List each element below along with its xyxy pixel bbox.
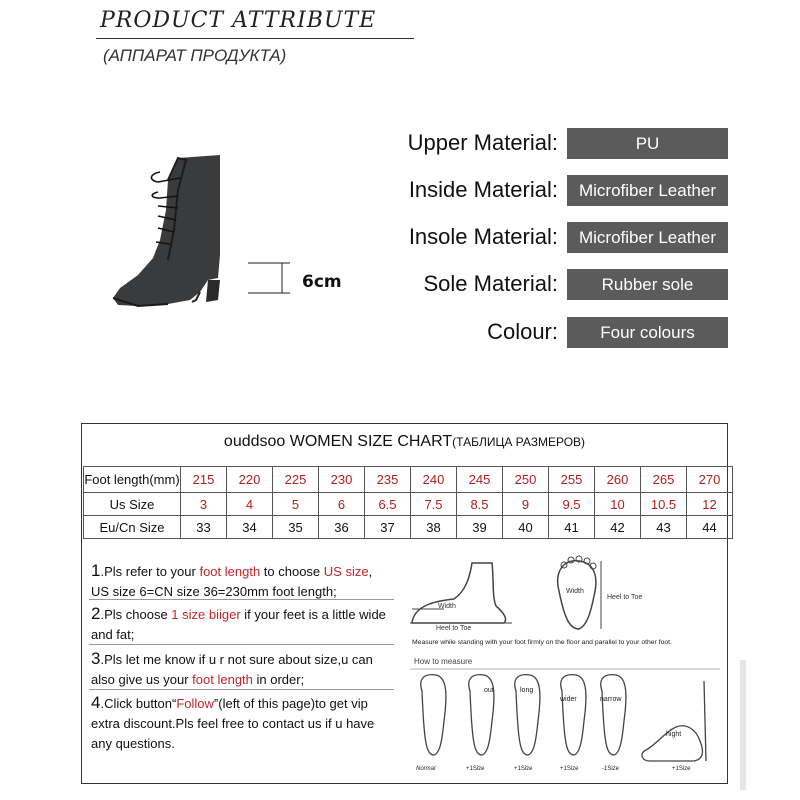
heel-to-toe-label: Heel to Toe (436, 625, 472, 632)
measure-caption: Measure while standing with your foot firmly on the floor and parallel to your other foot. (412, 639, 672, 646)
width-label-2: Width (566, 588, 584, 595)
divider (89, 644, 394, 645)
long-label: long (520, 687, 534, 694)
note-number: 4 (91, 693, 101, 712)
note-number: 2 (91, 604, 101, 623)
row-header: Foot length(mm) (84, 467, 181, 493)
table-cell: 245 (457, 467, 503, 493)
table-row-us-size (84, 493, 733, 516)
foot-caption: +1Size (466, 766, 485, 772)
size-chart-title (81, 433, 728, 451)
attr-value-inside: Microfiber Leather (567, 175, 728, 206)
note-highlight: foot length (199, 564, 261, 579)
title-underline (96, 38, 414, 39)
row-header: Eu/Cn Size (84, 516, 181, 539)
size-chart-title-ru: (ТАБЛИЦА РАЗМЕРОВ) (452, 435, 586, 449)
table-cell: 255 (549, 467, 595, 493)
attr-value-colour: Four colours (567, 317, 728, 348)
attribute-title: PRODUCT ATTRIBUTE (100, 8, 377, 33)
note-text: if your feet is a little wide and fat; (91, 607, 386, 642)
divider (89, 599, 394, 600)
table-cell: 10.5 (641, 493, 687, 516)
heel-height-label: 6cm (302, 272, 342, 292)
table-cell: 38 (411, 516, 457, 539)
out-label: out (484, 687, 494, 694)
heel-to-toe-label-2: Heel to Toe (607, 594, 643, 601)
table-cell: 270 (687, 467, 733, 493)
table-cell: 36 (319, 516, 365, 539)
table-cell: 35 (273, 516, 319, 539)
attribute-subtitle: (АППАРАТ ПРОДУКТА) (103, 46, 287, 65)
table-row-foot-length (84, 467, 733, 493)
side-decoration (740, 660, 746, 790)
foot-caption: +1Size (514, 766, 533, 772)
attr-label-insole: Insole Material: (408, 224, 558, 249)
table-cell: 44 (687, 516, 733, 539)
size-chart-title-main: ouddsoo WOMEN SIZE CHART (223, 433, 453, 450)
foot-caption: -1Size (602, 766, 620, 772)
note-text: .Pls choose (100, 607, 172, 622)
table-cell: 8.5 (457, 493, 503, 516)
table-cell: 4 (227, 493, 273, 516)
foot-caption: Normal (416, 766, 436, 772)
foot-caption: +1Size (672, 766, 691, 772)
table-cell: 3 (181, 493, 227, 516)
wider-label: wider (560, 696, 577, 703)
note-text: , US size 6=CN size 36=230mm foot length; (91, 564, 373, 599)
side-foot-outline (412, 563, 506, 623)
note-highlight: US size (323, 564, 369, 579)
table-cell: 225 (273, 467, 319, 493)
table-cell: 41 (549, 516, 595, 539)
table-row-eu-size (84, 516, 733, 539)
attr-label-inside: Inside Material: (408, 177, 558, 202)
attr-label-upper: Upper Material: (407, 130, 558, 155)
note-text: to choose (260, 564, 324, 579)
table-cell: 250 (503, 467, 549, 493)
how-to-measure-label: How to measure (414, 657, 473, 666)
hight-label: hight (666, 731, 682, 738)
note-highlight: foot length (192, 672, 253, 687)
note-text: .Pls refer to your (100, 564, 200, 579)
foot-normal (421, 675, 446, 755)
table-cell: 37 (365, 516, 411, 539)
attr-value-insole: Microfiber Leather (567, 222, 728, 253)
divider (89, 689, 394, 690)
table-cell: 265 (641, 467, 687, 493)
table-cell: 230 (319, 467, 365, 493)
table-cell: 40 (503, 516, 549, 539)
table-cell: 6.5 (365, 493, 411, 516)
table-cell: 235 (365, 467, 411, 493)
table-cell: 5 (273, 493, 319, 516)
foot-wider (561, 675, 586, 755)
table-cell: 240 (411, 467, 457, 493)
narrow-label: narrow (600, 696, 622, 703)
measurement-guide (404, 551, 724, 781)
table-cell: 7.5 (411, 493, 457, 516)
note-highlight: 1 size biiger (171, 607, 241, 622)
foot-caption: +1Size (560, 766, 579, 772)
note-number: 1 (91, 561, 101, 580)
table-cell: 220 (227, 467, 273, 493)
table-cell: 33 (181, 516, 227, 539)
table-cell: 260 (595, 467, 641, 493)
foot-narrow (601, 675, 626, 755)
note-number: 3 (91, 649, 101, 668)
table-cell: 39 (457, 516, 503, 539)
note-3 (91, 649, 393, 690)
table-cell: 43 (641, 516, 687, 539)
width-label: Width (438, 603, 456, 610)
note-text: in order; (252, 672, 305, 687)
table-cell: 42 (595, 516, 641, 539)
table-cell: 10 (595, 493, 641, 516)
note-highlight: Follow (176, 696, 214, 711)
table-cell: 9 (503, 493, 549, 516)
size-table (83, 466, 733, 539)
note-text: .Click button“ (100, 696, 177, 711)
note-4 (91, 693, 393, 754)
note-text: .Pls let me know if u r not sure about size,u can also give us your (91, 652, 373, 687)
attr-label-sole: Sole Material: (423, 271, 558, 296)
heel-height-marker (248, 262, 290, 294)
note-2 (91, 604, 393, 645)
row-header: Us Size (84, 493, 181, 516)
attr-label-colour: Colour: (487, 319, 558, 344)
table-cell: 9.5 (549, 493, 595, 516)
table-cell: 12 (687, 493, 733, 516)
note-1 (91, 561, 393, 602)
table-cell: 34 (227, 516, 273, 539)
boot-image (108, 150, 233, 310)
table-cell: 215 (181, 467, 227, 493)
attr-value-upper: PU (567, 128, 728, 159)
note-text: ”(left of this page)to get vip extra discount.Pls feel free to contact us if u have any questions. (91, 696, 375, 751)
table-cell: 6 (319, 493, 365, 516)
attr-value-sole: Rubber sole (567, 269, 728, 300)
